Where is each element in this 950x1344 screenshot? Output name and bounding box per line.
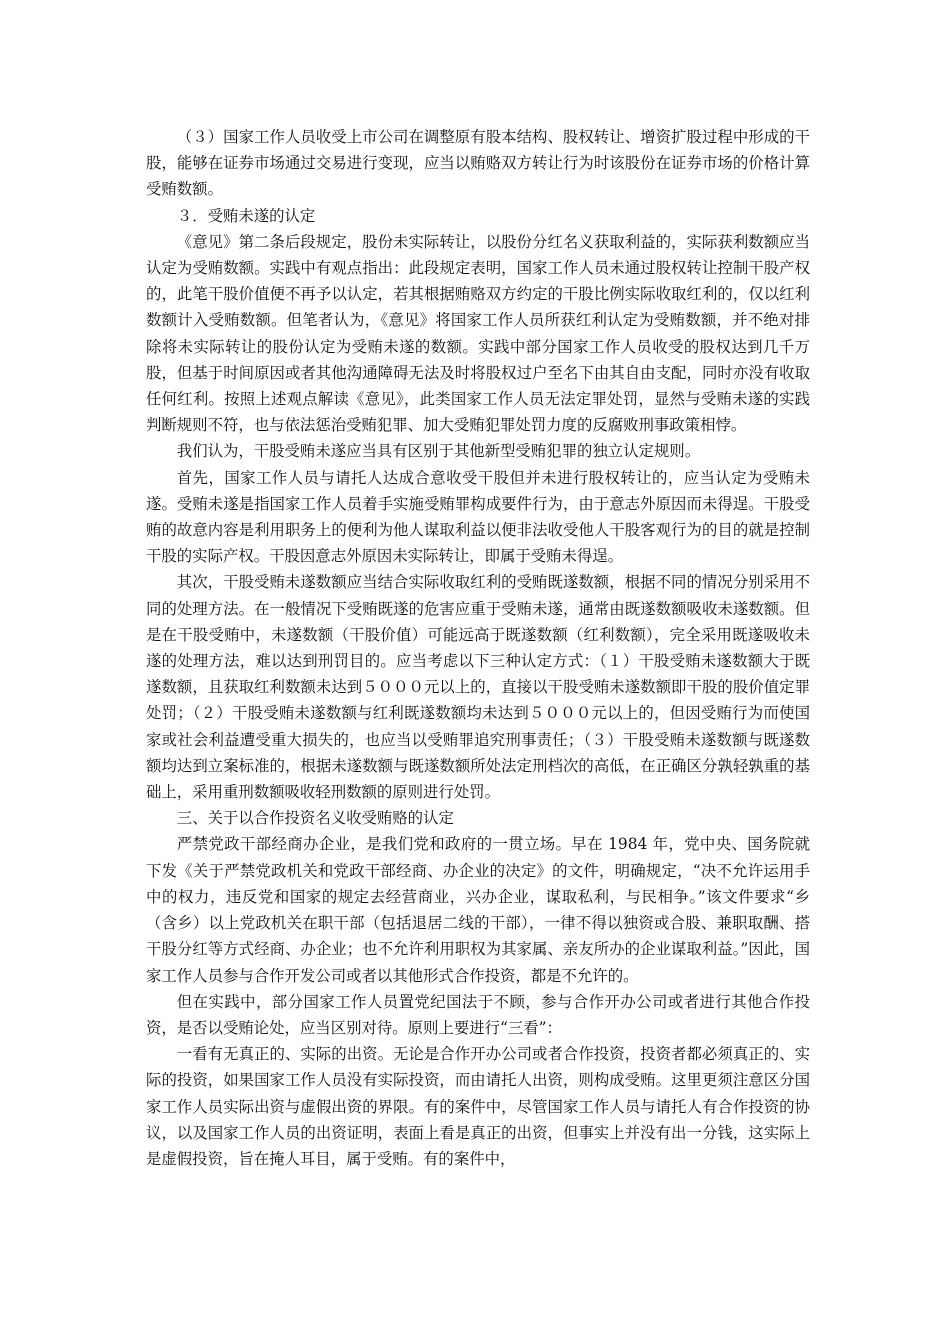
- paragraph-stock-valuation: （３）国家工作人员收受上市公司在调整原有股本结构、股权转让、增资扩股过程中形成的干股，能够在证券市场通过交易进行变现，应当以贿赂双方转让行为时该股份在证券市场的价格计算受贿数额。: [146, 128, 810, 199]
- paragraph-first-point: 首先，国家工作人员与请托人达成合意收受干股但并未进行股权转让的，应当认定为受贿未遂。受贿未遂是指国家工作人员着手实施受贿罪构成要件行为，由于意志外原因而未得逞。干股受贿的故意内容是利用职务上的便利为他人谋取利益以便非法收受他人干股客观行为的目的就是控制干股的实际产权。干股因意志外原因未实际转让，即属于受贿未得逞。: [146, 468, 810, 566]
- section-heading-bribery-attempt: ３．受贿未遂的认定: [176, 206, 316, 225]
- paragraph-three-looks: 但在实践中，部分国家工作人员置党纪国法于不顾，参与合作开办公司或者进行其他合作投资，是否以受贿论处，应当区别对待。原则上要进行“三看”：: [146, 992, 810, 1037]
- paragraph-party-policy: 严禁党政干部经商办企业，是我们党和政府的一贯立场。早在 1984 年，党中央、国务院就下发《关于严禁党政机关和党政干部经商、办企业的决定》的文件，明确规定，“决不允许运用手中的权力，违反党和国家的规定去经营商业，兴办企业，谋取私利，与民相争。”该文件要求“乡（含乡）以上党政机关在职干部（包括退居二线的干部），一律不得以独资或合股、兼职取酬、搭干股分红等方式经商、办企业；也不允许利用职权为其家属、亲友所办的企业谋取利益。”因此，国家工作人员参与合作开发公司或者以其他形式合作投资，都是不允许的。: [146, 835, 810, 985]
- paragraph-opinion-article-two: 《意见》第二条后段规定，股份未实际转让，以股份分红名义获取利益的，实际获利数额应当认定为受贿数额。实践中有观点指出：此段规定表明，国家工作人员未通过股权转让控制干股产权的，此笔干股价值便不再予以认定，若其根据贿赂双方约定的干股比例实际收取红利的，仅以红利数额计入受贿数额。但笔者认为，《意见》将国家工作人员所获红利认定为受贿数额，并不绝对排除将未实际转让的股份认定为受贿未遂的数额。实践中部分国家工作人员收受的股权达到几千万股，但基于时间原因或者其他沟通障碍无法及时将股权过户至名下由其自由支配，同时亦没有收取任何红利。按照上述观点解读《意见》，此类国家工作人员无法定罪处罚，显然与受贿未遂的实践判断规则不符，也与依法惩治受贿犯罪、加大受贿犯罪处罚力度的反腐败刑事政策相悖。: [146, 232, 810, 435]
- section-heading-cooperative-investment: 三、关于以合作投资名义收受贿赂的认定: [176, 809, 454, 828]
- paragraph-second-point: 其次，干股受贿未遂数额应当结合实际收取红利的受贿既遂数额，根据不同的情况分别采用不同的处理方法。在一般情况下受贿既遂的危害应重于受贿未遂，通常由既遂数额吸收未遂数额。但是在干股受贿中，未遂数额（干股价值）可能远高于既遂数额（红利数额），完全采用既遂吸收未遂的处理方法，难以达到刑罚目的。应当考虑以下三种认定方式：（１）干股受贿未遂数额大于既遂数额，且获取红利数额未达到５０００元以上的，直接以干股受贿未遂数额即干股的股价值定罪处罚；（２）干股受贿未遂数额与红利既遂数额均未达到５０００元以上的，但因受贿行为而使国家或社会利益遭受重大损失的，也应当以受贿罪追究刑事责任；（３）干股受贿未遂数额与既遂数额均达到立案标准的，根据未遂数额与既遂数额所处法定刑档次的高低，在正确区分孰轻孰重的基础上，采用重刑数额吸收轻刑数额的原则进行处罚。: [146, 573, 810, 802]
- document-body: [146, 124, 810, 1172]
- paragraph-our-view: 我们认为，干股受贿未遂应当具有区别于其他新型受贿犯罪的独立认定规则。: [176, 442, 701, 461]
- paragraph-first-look: 一看有无真正的、实际的出资。无论是合作开办公司或者合作投资，投资者都必须真正的、实际的投资，如果国家工作人员没有实际投资，而由请托人出资，则构成受贿。这里更须注意区分国家工作人员实际出资与虚假出资的界限。有的案件中，尽管国家工作人员与请托人有合作投资的协议，以及国家工作人员的出资证明，表面上看是真正的出资，但事实上并没有出一分钱，这实际上是虚假投资，旨在掩人耳目，属于受贿。有的案件中，: [146, 1045, 810, 1168]
